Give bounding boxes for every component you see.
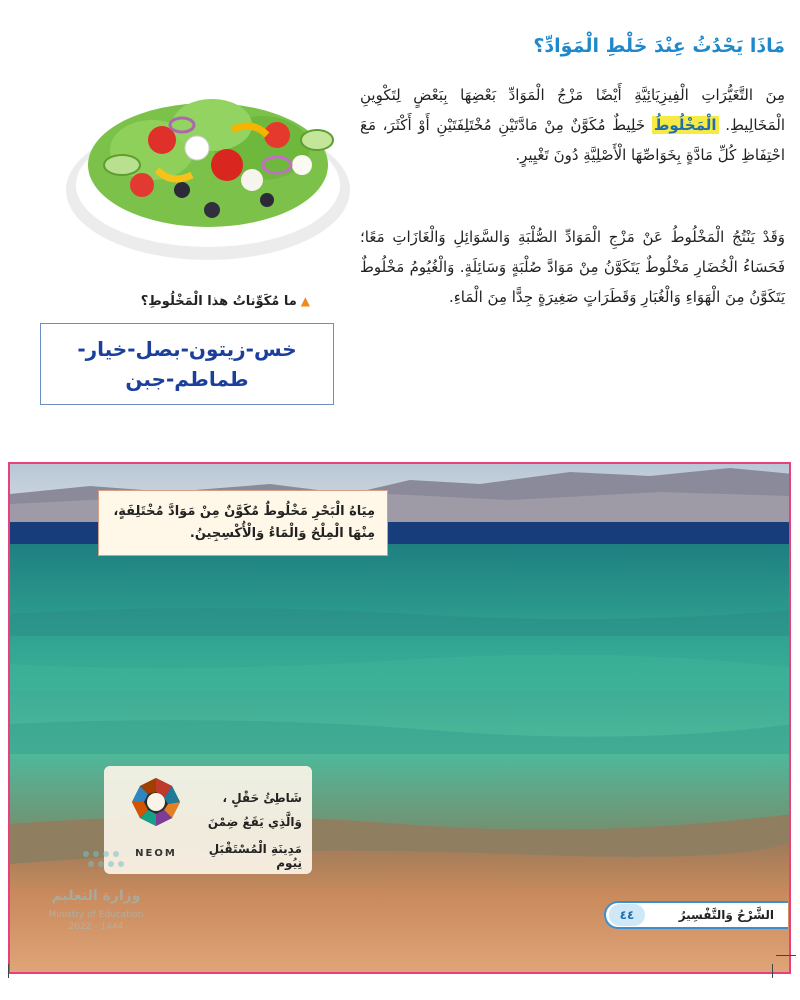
paragraph-mixtures-definition	[360, 80, 785, 170]
beach-caption-line-3: مَدِينَةِ الْمُسْتَقْبَلِ نِيُوم	[208, 842, 302, 870]
watermark-year: 2022 - 1444	[68, 922, 124, 932]
beach-caption-line-1: شَاطِئُ حَقْلٍ ،	[222, 791, 302, 805]
paragraph-mixture-examples: وَقَدْ يَنْتُجُ الْمَخْلُوطُ عَنْ مَزْجِ الْمَوَادِّ الصُّلْبَةِ وَالسَّوَائِلِ وَالْغَازَاتِ مَعًا؛ فَحَسَاءُ الْخُضَارِ مَخْلُوطٌ يَتَكَوَّنُ مِنْ مَوَادَّ صُلْبَةٍ وَسَائِلَةٍ. وَالْغُيُومُ مَخْلُوطٌ يَتَكَوَّنُ مِنَ الْهَوَاءِ وَالْغُبَارِ وَقَطَرَاتٍ صَغِيرَةٍ جِدًّا مِنَ الْمَاءِ.	[360, 228, 785, 306]
salad-bowl-image	[62, 70, 354, 270]
highlighted-term-mixture: الْمَخْلُوطُ	[653, 116, 717, 134]
crop-mark-right-h	[776, 955, 796, 956]
neom-logo-icon	[112, 772, 200, 844]
watermark-english: Ministry of Education	[48, 910, 144, 920]
answer-text	[57, 334, 317, 394]
crop-mark-left	[8, 964, 9, 978]
beach-caption-text	[202, 786, 302, 834]
ministry-logo-icon	[80, 848, 128, 872]
triangle-icon: ▲	[300, 294, 310, 308]
beach-caption-line-2: وَالَّذِي يَقَعُ ضِمْنَ	[207, 815, 302, 829]
question-text: ما مُكَوِّناتُ هذا الْمَخْلُوطِ؟	[140, 294, 297, 309]
crop-mark-right	[772, 964, 773, 978]
neom-logo-text: NEOM	[135, 848, 177, 859]
answer-line-2: طماطم-جبن	[125, 367, 249, 391]
question-prompt	[40, 294, 310, 309]
sea-caption-line-1: مِيَاهُ الْبَحْرِ مَخْلُوطٌ مُكَوَّنٌ مِنْ مَوَادَّ مُخْتَلِفَةٍ،	[113, 504, 375, 519]
answer-line-1: خس-زيتون-بصل-خيار-	[77, 337, 297, 361]
page-number: ٤٤	[609, 904, 645, 926]
footer-section-label: الشَّرْحُ وَالتَّفْسِيرُ	[678, 908, 774, 922]
section-title: مَاذَا يَحْدُثُ عِنْدَ خَلْطِ الْمَوَادِّ؟	[533, 35, 785, 57]
ministry-watermark	[36, 848, 156, 938]
sea-caption-line-2: مِنْهَا الْمِلْحُ وَالْمَاءُ وَالْأُكْسِجِينُ.	[189, 526, 375, 541]
sea-water-caption	[98, 490, 388, 556]
answer-box[interactable]	[40, 323, 334, 405]
paragraph1-part1: مِنَ التَّغَيُّرَاتِ الْفِيزِيَائِيَّةِ أَيْضًا مَزْجُ الْمَوَادِّ بَعْضِهَا بِبَعْضٍ لِتَكْوِينِ الْمَخَالِيطِ.	[360, 86, 785, 134]
footer-section-tab	[604, 901, 788, 929]
paragraph1-part2: خَلِيطٌ مُكَوَّنٌ مِنْ مَادَّتَيْنِ مُخْتَلِفَتَيْنِ أَوْ أَكْثَرَ، مَعَ احْتِفَاظِ كُلِّ مَادَّةٍ بِخَوَاصِّهَا الْأَصْلِيَّةِ دُونَ تَغْيِيرٍ.	[360, 116, 785, 164]
watermark-arabic: وزارة التعليم	[51, 888, 141, 904]
